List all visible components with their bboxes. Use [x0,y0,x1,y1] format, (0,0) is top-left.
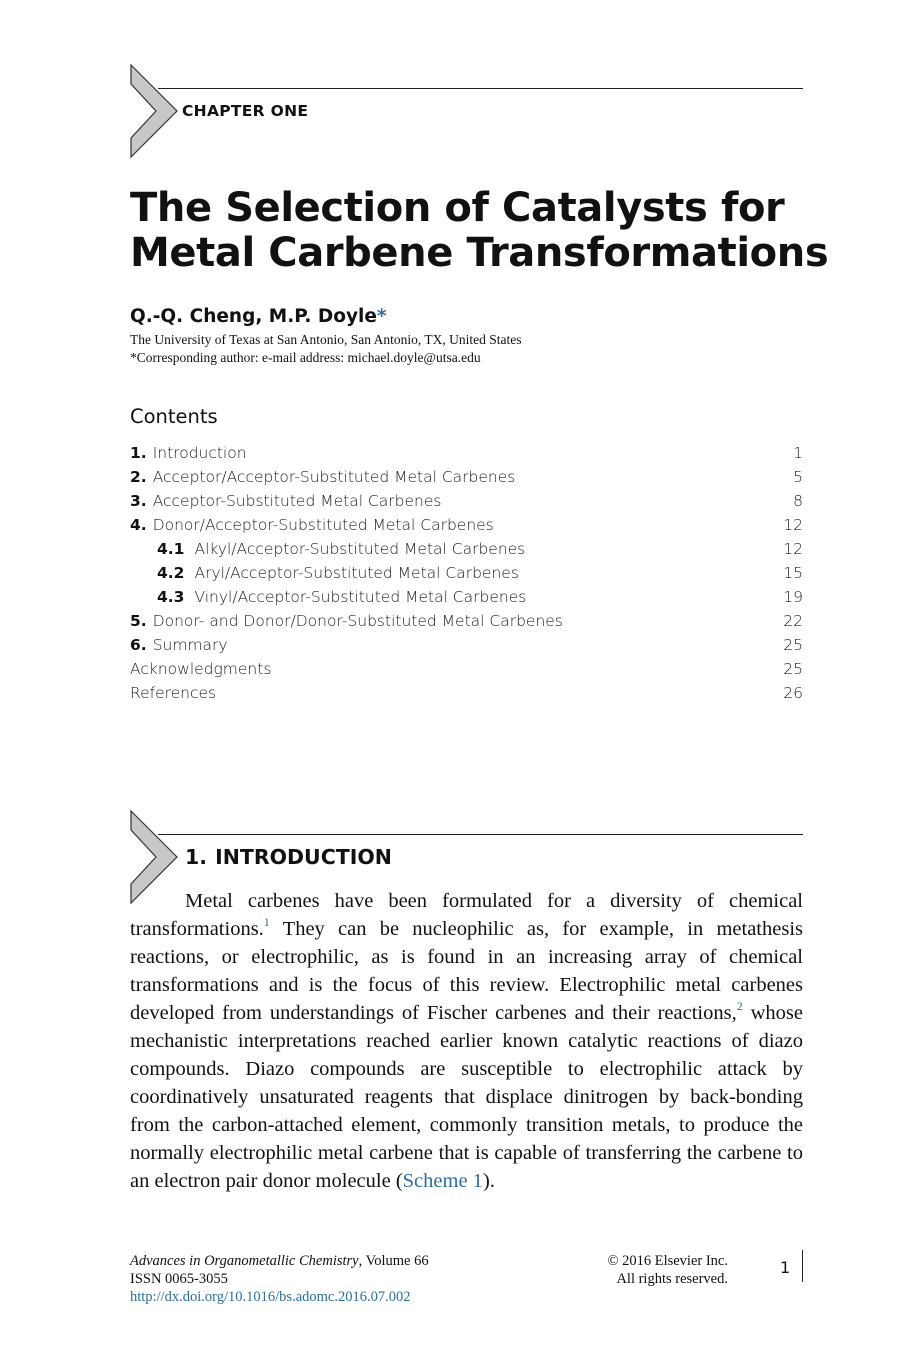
chapter-label: CHAPTER ONE [182,102,309,120]
toc-page: 5 [793,468,803,486]
section-body-paragraph [130,887,803,1195]
toc-page: 19 [783,588,803,606]
toc-number: 4.1 [157,540,185,558]
toc-label: Donor/Acceptor-Substituted Metal Carbenes [152,516,494,534]
rights: All rights reserved. [616,1271,728,1287]
chapter-rule [158,88,803,89]
toc-page: 15 [783,564,803,582]
table-of-contents [130,441,803,705]
toc-label: References [130,684,217,702]
toc-label: Introduction [152,444,247,462]
toc-page: 12 [783,540,803,558]
chapter-title-line-1: The Selection of Catalysts for [130,185,785,231]
toc-label: Alkyl/Acceptor-Substituted Metal Carbenes [194,540,526,558]
toc-label: Acknowledgments [130,660,272,678]
footer-citation [130,1252,429,1306]
doi-link[interactable]: http://dx.doi.org/10.1016/bs.adomc.2016.07.002 [130,1289,411,1305]
toc-item-references[interactable] [130,681,803,705]
toc-item[interactable] [130,633,803,657]
scheme-link[interactable]: Scheme 1 [402,1170,483,1192]
toc-item[interactable] [130,441,803,465]
toc-number: 4. [130,516,147,534]
authors [130,306,387,327]
body-text-part: whose mechanistic interpretations reached earlier known catalytic reactions of diazo compounds. Diazo compounds are susceptible to electrophilic attack by coordinatively unsaturated reagents that displace dinitrogen by back-bonding from the carbon-attached element, commonly transition metals, to produce the normally electrophilic metal carbene that is capable of transferring the carbene to an electron pair donor molecule ( [130,1002,803,1192]
body-text-part: They can be nucleophilic as, for example, in metathesis reactions, or electrophilic, as is found in an increasing array of chemical transformations and is the focus of this review. Electrophilic metal carbenes developed from understandings of Fischer carbenes and their reactions, [130,918,803,1024]
toc-page: 12 [783,516,803,534]
toc-item[interactable] [130,609,803,633]
reference-link[interactable]: 1 [263,915,270,929]
toc-number: 2. [130,468,147,486]
toc-page: 25 [783,636,803,654]
copyright: © 2016 Elsevier Inc. [607,1253,728,1269]
section-rule [158,834,803,835]
journal-volume: , Volume 66 [358,1253,429,1269]
toc-label: Vinyl/Acceptor-Substituted Metal Carbenes [194,588,527,606]
chapter-chevron-icon [130,64,182,158]
contents-heading: Contents [130,405,218,428]
body-text-part: Metal carbenes have been formulated for a diversity of chemical transformations. [130,890,803,940]
corresponding-author-link[interactable]: * [376,306,387,327]
journal-name: Advances in Organometallic Chemistry [130,1253,359,1269]
affiliation: The University of Texas at San Antonio, San Antonio, TX, United States [130,332,522,347]
corresponding-note: *Corresponding author: e-mail address: michael.doyle@utsa.edu [130,350,481,365]
issn: ISSN 0065-3055 [130,1271,228,1287]
section-number: 1. [185,845,208,869]
toc-item[interactable] [130,489,803,513]
footer-copyright [560,1252,728,1288]
toc-label: Aryl/Acceptor-Substituted Metal Carbenes [194,564,519,582]
toc-page: 8 [793,492,803,510]
toc-page: 1 [793,444,803,462]
toc-number: 4.3 [157,588,185,606]
toc-number: 6. [130,636,147,654]
toc-subitem[interactable] [130,585,803,609]
toc-subitem[interactable] [130,561,803,585]
toc-number: 4.2 [157,564,185,582]
body-text-part: ). [482,1170,495,1192]
section-heading [185,845,392,869]
section-title: INTRODUCTION [215,845,392,869]
toc-page: 25 [783,660,803,678]
toc-label: Acceptor/Acceptor-Substituted Metal Carbenes [152,468,516,486]
affiliation-block [130,331,522,367]
page-number-divider [802,1250,803,1282]
toc-label: Summary [152,636,228,654]
page-number: 1 [780,1258,791,1277]
toc-item-acknowledgments[interactable] [130,657,803,681]
toc-page: 22 [783,612,803,630]
toc-number: 1. [130,444,147,462]
toc-label: Donor- and Donor/Donor-Substituted Metal Carbenes [152,612,563,630]
chapter-title-line-2: Metal Carbene Transformations [130,230,829,276]
toc-subitem[interactable] [130,537,803,561]
toc-item[interactable] [130,465,803,489]
toc-page: 26 [783,684,803,702]
toc-number: 5. [130,612,147,630]
toc-label: Acceptor-Substituted Metal Carbenes [152,492,442,510]
author-names: Q.-Q. Cheng, M.P. Doyle [130,306,377,327]
toc-item[interactable] [130,513,803,537]
chapter-title [130,186,830,276]
toc-number: 3. [130,492,147,510]
reference-link[interactable]: 2 [736,999,743,1013]
